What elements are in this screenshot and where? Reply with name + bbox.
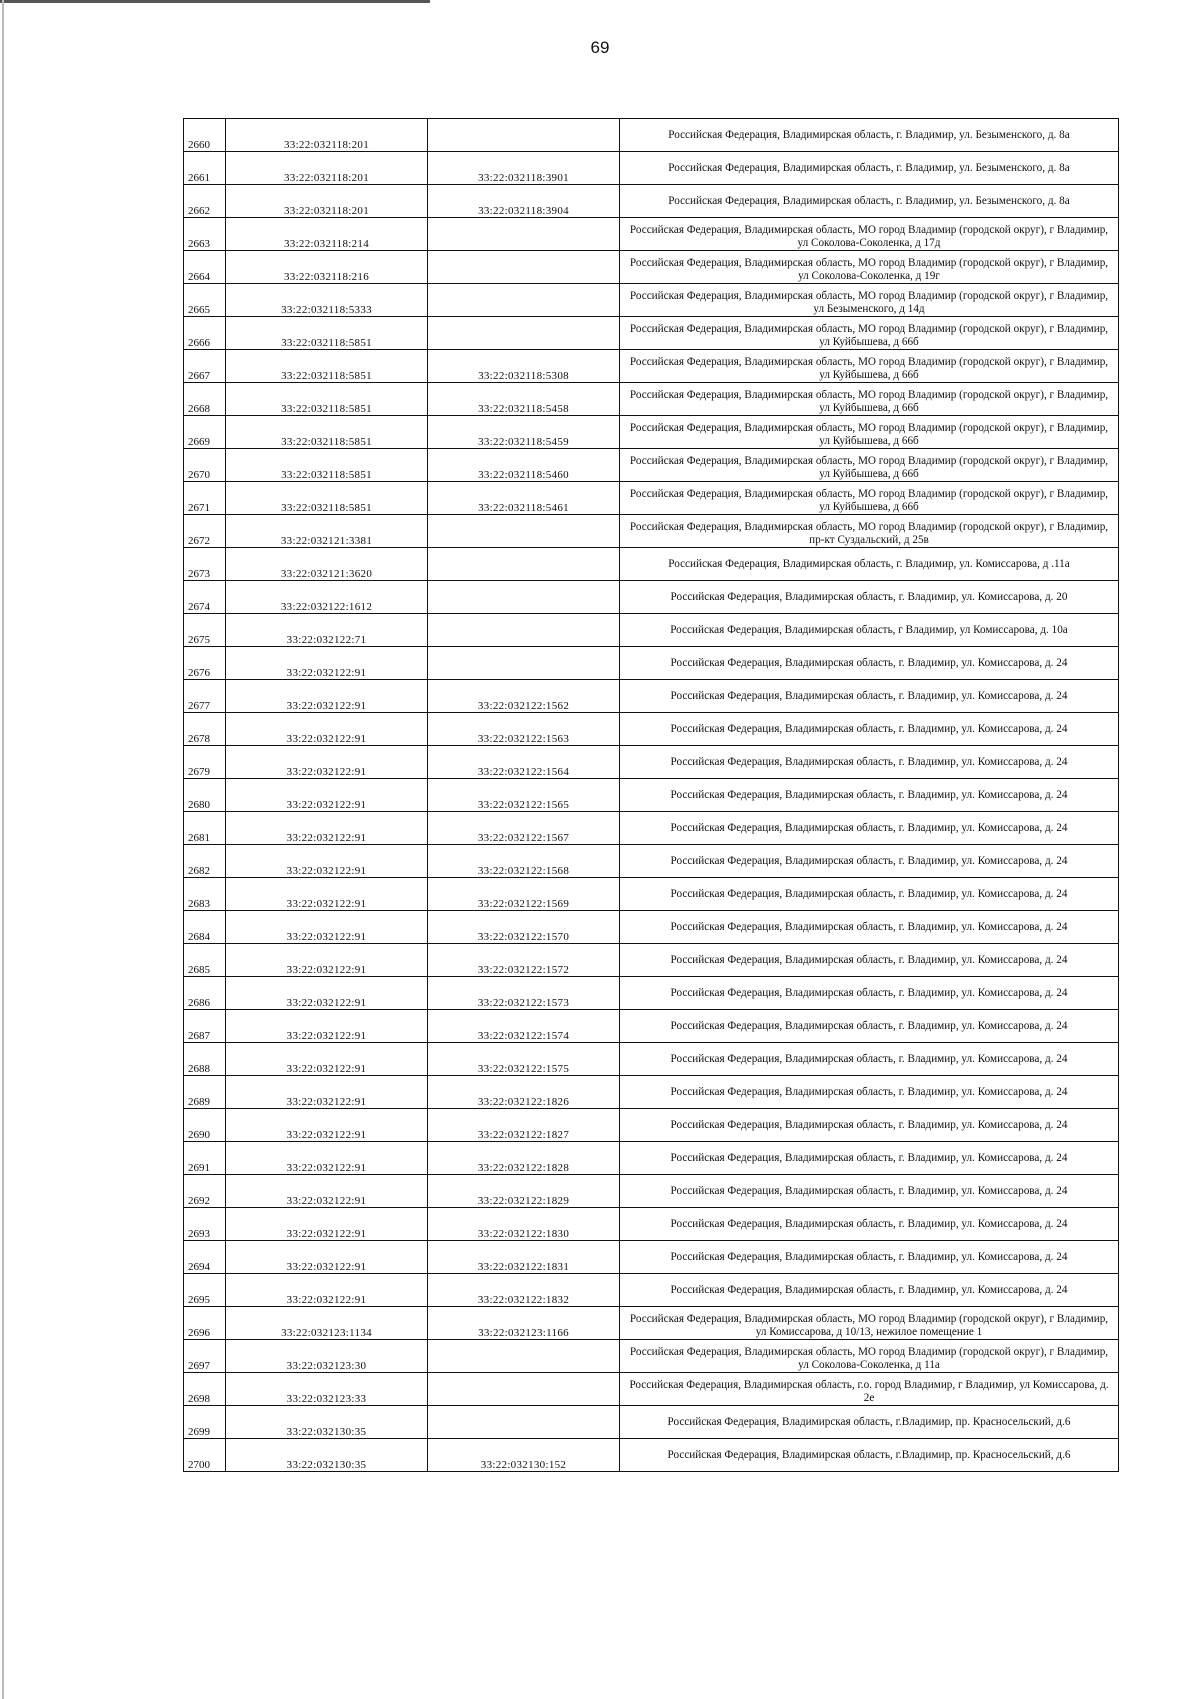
cadastral-number-cell: 33:22:032118:216 xyxy=(226,251,428,284)
cadastral-number-cell: 33:22:032123:30 xyxy=(226,1340,428,1373)
address-cell: Российская Федерация, Владимирская область, МО город Владимир (городской округ), г Владимир, ул Соколова-Соколенка, д 17д xyxy=(620,218,1119,251)
cadastral-number-cell: 33:22:032118:5333 xyxy=(226,284,428,317)
sub-cadastral-number-cell xyxy=(428,119,620,152)
cadastral-number-cell: 33:22:032118:201 xyxy=(226,185,428,218)
address-cell: Российская Федерация, Владимирская область, г Владимир, ул Комиссарова, д. 10а xyxy=(620,614,1119,647)
sub-cadastral-number-cell: 33:22:032122:1565 xyxy=(428,779,620,812)
row-number-cell: 2691 xyxy=(184,1142,226,1175)
row-number-cell: 2680 xyxy=(184,779,226,812)
address-cell: Российская Федерация, Владимирская область, г. Владимир, ул. Комиссарова, д. 24 xyxy=(620,845,1119,878)
row-number-cell: 2675 xyxy=(184,614,226,647)
sub-cadastral-number-cell xyxy=(428,218,620,251)
address-cell: Российская Федерация, Владимирская область, МО город Владимир (городской округ), г Владимир, ул Куйбышева, д 66б xyxy=(620,449,1119,482)
sub-cadastral-number-cell: 33:22:032122:1575 xyxy=(428,1043,620,1076)
table-row xyxy=(184,581,1119,614)
cadastral-number-cell: 33:22:032122:91 xyxy=(226,1175,428,1208)
table-row xyxy=(184,1307,1119,1340)
cadastral-number-cell: 33:22:032130:35 xyxy=(226,1406,428,1439)
sub-cadastral-number-cell xyxy=(428,251,620,284)
sub-cadastral-number-cell: 33:22:032122:1830 xyxy=(428,1208,620,1241)
cadastral-number-cell: 33:22:032122:91 xyxy=(226,911,428,944)
sub-cadastral-number-cell xyxy=(428,1406,620,1439)
table-row xyxy=(184,1010,1119,1043)
table-row xyxy=(184,1274,1119,1307)
page-number: 69 xyxy=(590,38,610,57)
row-number-cell: 2682 xyxy=(184,845,226,878)
table-row xyxy=(184,317,1119,350)
address-cell: Российская Федерация, Владимирская область, г. Владимир, ул. Комиссарова, д. 24 xyxy=(620,911,1119,944)
row-number-cell: 2670 xyxy=(184,449,226,482)
row-number-cell: 2699 xyxy=(184,1406,226,1439)
sub-cadastral-number-cell: 33:22:032118:3901 xyxy=(428,152,620,185)
sub-cadastral-number-cell: 33:22:032122:1563 xyxy=(428,713,620,746)
row-number-cell: 2681 xyxy=(184,812,226,845)
sub-cadastral-number-cell: 33:22:032122:1832 xyxy=(428,1274,620,1307)
row-number-cell: 2698 xyxy=(184,1373,226,1406)
cadastral-number-cell: 33:22:032122:91 xyxy=(226,1274,428,1307)
table-row xyxy=(184,1340,1119,1373)
row-number-cell: 2685 xyxy=(184,944,226,977)
row-number-cell: 2692 xyxy=(184,1175,226,1208)
cadastral-number-cell: 33:22:032118:5851 xyxy=(226,449,428,482)
table-row xyxy=(184,548,1119,581)
table-row xyxy=(184,746,1119,779)
sub-cadastral-number-cell: 33:22:032122:1826 xyxy=(428,1076,620,1109)
table-row xyxy=(184,1373,1119,1406)
cadastral-number-cell: 33:22:032118:201 xyxy=(226,119,428,152)
table-row xyxy=(184,1043,1119,1076)
table-row xyxy=(184,845,1119,878)
cadastral-number-cell: 33:22:032118:5851 xyxy=(226,383,428,416)
cadastral-number-cell: 33:22:032122:91 xyxy=(226,944,428,977)
registry-rows xyxy=(184,119,1119,1472)
row-number-cell: 2671 xyxy=(184,482,226,515)
table-row xyxy=(184,284,1119,317)
registry-table xyxy=(183,118,1119,1472)
sub-cadastral-number-cell: 33:22:032122:1828 xyxy=(428,1142,620,1175)
row-number-cell: 2667 xyxy=(184,350,226,383)
cadastral-number-cell: 33:22:032122:91 xyxy=(226,878,428,911)
sub-cadastral-number-cell xyxy=(428,581,620,614)
address-cell: Российская Федерация, Владимирская область, г.Владимир, пр. Красносельский, д.6 xyxy=(620,1439,1119,1472)
cadastral-number-cell: 33:22:032122:91 xyxy=(226,1010,428,1043)
sub-cadastral-number-cell: 33:22:032122:1570 xyxy=(428,911,620,944)
sub-cadastral-number-cell: 33:22:032122:1574 xyxy=(428,1010,620,1043)
table-row xyxy=(184,1109,1119,1142)
cadastral-number-cell: 33:22:032123:1134 xyxy=(226,1307,428,1340)
sub-cadastral-number-cell xyxy=(428,1340,620,1373)
address-cell: Российская Федерация, Владимирская область, г. Владимир, ул. Комиссарова, д. 24 xyxy=(620,1043,1119,1076)
row-number-cell: 2688 xyxy=(184,1043,226,1076)
table-row xyxy=(184,779,1119,812)
cadastral-number-cell: 33:22:032122:71 xyxy=(226,614,428,647)
table-row xyxy=(184,1241,1119,1274)
sub-cadastral-number-cell xyxy=(428,548,620,581)
table-row xyxy=(184,218,1119,251)
table-row xyxy=(184,812,1119,845)
sub-cadastral-number-cell xyxy=(428,317,620,350)
row-number-cell: 2689 xyxy=(184,1076,226,1109)
cadastral-number-cell: 33:22:032118:5851 xyxy=(226,317,428,350)
row-number-cell: 2666 xyxy=(184,317,226,350)
table-row xyxy=(184,1076,1119,1109)
cadastral-number-cell: 33:22:032122:91 xyxy=(226,680,428,713)
table-row xyxy=(184,1142,1119,1175)
cadastral-number-cell: 33:22:032130:35 xyxy=(226,1439,428,1472)
row-number-cell: 2695 xyxy=(184,1274,226,1307)
cadastral-number-cell: 33:22:032118:5851 xyxy=(226,482,428,515)
address-cell: Российская Федерация, Владимирская область, г. Владимир, ул. Комиссарова, д. 24 xyxy=(620,1010,1119,1043)
cadastral-number-cell: 33:22:032123:33 xyxy=(226,1373,428,1406)
cadastral-number-cell: 33:22:032122:91 xyxy=(226,845,428,878)
sub-cadastral-number-cell: 33:22:032122:1568 xyxy=(428,845,620,878)
sub-cadastral-number-cell xyxy=(428,614,620,647)
sub-cadastral-number-cell xyxy=(428,515,620,548)
row-number-cell: 2672 xyxy=(184,515,226,548)
sub-cadastral-number-cell: 33:22:032122:1567 xyxy=(428,812,620,845)
sub-cadastral-number-cell: 33:22:032118:5461 xyxy=(428,482,620,515)
address-cell: Российская Федерация, Владимирская область, г. Владимир, ул. Безыменского, д. 8а xyxy=(620,185,1119,218)
address-cell: Российская Федерация, Владимирская область, г. Владимир, ул. Комиссарова, д .11а xyxy=(620,548,1119,581)
address-cell: Российская Федерация, Владимирская область, г. Владимир, ул. Комиссарова, д. 20 xyxy=(620,581,1119,614)
cadastral-number-cell: 33:22:032122:91 xyxy=(226,1076,428,1109)
sub-cadastral-number-cell: 33:22:032122:1573 xyxy=(428,977,620,1010)
row-number-cell: 2697 xyxy=(184,1340,226,1373)
sub-cadastral-number-cell: 33:22:032118:5308 xyxy=(428,350,620,383)
address-cell: Российская Федерация, Владимирская область, МО город Владимир (городской округ), г Владимир, ул Комиссарова, д 10/13, нежилое помещение 1 xyxy=(620,1307,1119,1340)
sub-cadastral-number-cell xyxy=(428,1373,620,1406)
address-cell: Российская Федерация, Владимирская область, г. Владимир, ул. Комиссарова, д. 24 xyxy=(620,1241,1119,1274)
cadastral-number-cell: 33:22:032122:91 xyxy=(226,977,428,1010)
sub-cadastral-number-cell: 33:22:032122:1562 xyxy=(428,680,620,713)
sub-cadastral-number-cell xyxy=(428,284,620,317)
cadastral-number-cell: 33:22:032122:1612 xyxy=(226,581,428,614)
address-cell: Российская Федерация, Владимирская область, г. Владимир, ул. Комиссарова, д. 24 xyxy=(620,1142,1119,1175)
table-row xyxy=(184,1175,1119,1208)
sub-cadastral-number-cell: 33:22:032122:1829 xyxy=(428,1175,620,1208)
row-number-cell: 2664 xyxy=(184,251,226,284)
cadastral-number-cell: 33:22:032118:5851 xyxy=(226,416,428,449)
cadastral-number-cell: 33:22:032118:201 xyxy=(226,152,428,185)
row-number-cell: 2686 xyxy=(184,977,226,1010)
table-row xyxy=(184,977,1119,1010)
table-row xyxy=(184,251,1119,284)
row-number-cell: 2693 xyxy=(184,1208,226,1241)
address-cell: Российская Федерация, Владимирская область, г. Владимир, ул. Комиссарова, д. 24 xyxy=(620,713,1119,746)
row-number-cell: 2677 xyxy=(184,680,226,713)
cadastral-number-cell: 33:22:032118:5851 xyxy=(226,350,428,383)
cadastral-number-cell: 33:22:032122:91 xyxy=(226,1043,428,1076)
table-row xyxy=(184,350,1119,383)
row-number-cell: 2668 xyxy=(184,383,226,416)
cadastral-number-cell: 33:22:032118:214 xyxy=(226,218,428,251)
table-row xyxy=(184,878,1119,911)
address-cell: Российская Федерация, Владимирская область, г. Владимир, ул. Комиссарова, д. 24 xyxy=(620,1109,1119,1142)
sub-cadastral-number-cell: 33:22:032122:1569 xyxy=(428,878,620,911)
address-cell: Российская Федерация, Владимирская область, г.о. город Владимир, г Владимир, ул Комиссарова, д. 2е xyxy=(620,1373,1119,1406)
table-row xyxy=(184,416,1119,449)
cadastral-number-cell: 33:22:032121:3620 xyxy=(226,548,428,581)
table-row xyxy=(184,449,1119,482)
sub-cadastral-number-cell xyxy=(428,647,620,680)
address-cell: Российская Федерация, Владимирская область, г. Владимир, ул. Комиссарова, д. 24 xyxy=(620,944,1119,977)
sub-cadastral-number-cell: 33:22:032122:1564 xyxy=(428,746,620,779)
row-number-cell: 2700 xyxy=(184,1439,226,1472)
table-row xyxy=(184,152,1119,185)
cadastral-number-cell: 33:22:032122:91 xyxy=(226,746,428,779)
address-cell: Российская Федерация, Владимирская область, МО город Владимир (городской округ), г Владимир, ул Куйбышева, д 66б xyxy=(620,482,1119,515)
table-row xyxy=(184,383,1119,416)
row-number-cell: 2674 xyxy=(184,581,226,614)
table-row xyxy=(184,911,1119,944)
address-cell: Российская Федерация, Владимирская область, г. Владимир, ул. Комиссарова, д. 24 xyxy=(620,647,1119,680)
cadastral-number-cell: 33:22:032122:91 xyxy=(226,647,428,680)
address-cell: Российская Федерация, Владимирская область, г. Владимир, ул. Комиссарова, д. 24 xyxy=(620,812,1119,845)
table-row xyxy=(184,614,1119,647)
address-cell: Российская Федерация, Владимирская область, г. Владимир, ул. Безыменского, д. 8а xyxy=(620,152,1119,185)
cadastral-number-cell: 33:22:032122:91 xyxy=(226,779,428,812)
sub-cadastral-number-cell: 33:22:032123:1166 xyxy=(428,1307,620,1340)
address-cell: Российская Федерация, Владимирская область, г. Владимир, ул. Безыменского, д. 8а xyxy=(620,119,1119,152)
row-number-cell: 2669 xyxy=(184,416,226,449)
address-cell: Российская Федерация, Владимирская область, г.Владимир, пр. Красносельский, д.6 xyxy=(620,1406,1119,1439)
row-number-cell: 2676 xyxy=(184,647,226,680)
row-number-cell: 2690 xyxy=(184,1109,226,1142)
table-row xyxy=(184,1406,1119,1439)
row-number-cell: 2662 xyxy=(184,185,226,218)
table-row xyxy=(184,185,1119,218)
row-number-cell: 2679 xyxy=(184,746,226,779)
row-number-cell: 2684 xyxy=(184,911,226,944)
scan-edge xyxy=(2,0,4,1699)
address-cell: Российская Федерация, Владимирская область, МО город Владимир (городской округ), г Владимир, ул Соколова-Соколенка, д 11а xyxy=(620,1340,1119,1373)
row-number-cell: 2678 xyxy=(184,713,226,746)
row-number-cell: 2663 xyxy=(184,218,226,251)
cadastral-number-cell: 33:22:032122:91 xyxy=(226,812,428,845)
cadastral-number-cell: 33:22:032122:91 xyxy=(226,1241,428,1274)
cadastral-number-cell: 33:22:032122:91 xyxy=(226,713,428,746)
address-cell: Российская Федерация, Владимирская область, г. Владимир, ул. Комиссарова, д. 24 xyxy=(620,1208,1119,1241)
row-number-cell: 2661 xyxy=(184,152,226,185)
table-row xyxy=(184,944,1119,977)
address-cell: Российская Федерация, Владимирская область, МО город Владимир (городской округ), г Владимир, ул Куйбышева, д 66б xyxy=(620,416,1119,449)
row-number-cell: 2660 xyxy=(184,119,226,152)
row-number-cell: 2696 xyxy=(184,1307,226,1340)
address-cell: Российская Федерация, Владимирская область, МО город Владимир (городской округ), г Владимир, ул Куйбышева, д 66б xyxy=(620,350,1119,383)
cadastral-number-cell: 33:22:032122:91 xyxy=(226,1109,428,1142)
row-number-cell: 2683 xyxy=(184,878,226,911)
row-number-cell: 2687 xyxy=(184,1010,226,1043)
table-row xyxy=(184,713,1119,746)
address-cell: Российская Федерация, Владимирская область, МО город Владимир (городской округ), г Владимир, ул Куйбышева, д 66б xyxy=(620,317,1119,350)
sub-cadastral-number-cell: 33:22:032118:5459 xyxy=(428,416,620,449)
address-cell: Российская Федерация, Владимирская область, г. Владимир, ул. Комиссарова, д. 24 xyxy=(620,779,1119,812)
address-cell: Российская Федерация, Владимирская область, г. Владимир, ул. Комиссарова, д. 24 xyxy=(620,878,1119,911)
table-row xyxy=(184,119,1119,152)
row-number-cell: 2694 xyxy=(184,1241,226,1274)
sub-cadastral-number-cell: 33:22:032118:5458 xyxy=(428,383,620,416)
address-cell: Российская Федерация, Владимирская область, г. Владимир, ул. Комиссарова, д. 24 xyxy=(620,1175,1119,1208)
scan-artifact-line xyxy=(0,0,430,3)
sub-cadastral-number-cell: 33:22:032122:1827 xyxy=(428,1109,620,1142)
sub-cadastral-number-cell: 33:22:032130:152 xyxy=(428,1439,620,1472)
cadastral-number-cell: 33:22:032121:3381 xyxy=(226,515,428,548)
sub-cadastral-number-cell: 33:22:032118:5460 xyxy=(428,449,620,482)
address-cell: Российская Федерация, Владимирская область, МО город Владимир (городской округ), г Владимир, ул Соколова-Соколенка, д 19г xyxy=(620,251,1119,284)
address-cell: Российская Федерация, Владимирская область, МО город Владимир (городской округ), г Владимир, ул Куйбышева, д 66б xyxy=(620,383,1119,416)
address-cell: Российская Федерация, Владимирская область, г. Владимир, ул. Комиссарова, д. 24 xyxy=(620,680,1119,713)
row-number-cell: 2665 xyxy=(184,284,226,317)
sub-cadastral-number-cell: 33:22:032122:1831 xyxy=(428,1241,620,1274)
address-cell: Российская Федерация, Владимирская область, г. Владимир, ул. Комиссарова, д. 24 xyxy=(620,746,1119,779)
cadastral-number-cell: 33:22:032122:91 xyxy=(226,1142,428,1175)
sub-cadastral-number-cell: 33:22:032122:1572 xyxy=(428,944,620,977)
address-cell: Российская Федерация, Владимирская область, г. Владимир, ул. Комиссарова, д. 24 xyxy=(620,1076,1119,1109)
table-row xyxy=(184,1208,1119,1241)
table-row xyxy=(184,680,1119,713)
table-row xyxy=(184,1439,1119,1472)
table-row xyxy=(184,647,1119,680)
address-cell: Российская Федерация, Владимирская область, г. Владимир, ул. Комиссарова, д. 24 xyxy=(620,1274,1119,1307)
address-cell: Российская Федерация, Владимирская область, МО город Владимир (городской округ), г Владимир, ул Безыменского, д 14д xyxy=(620,284,1119,317)
address-cell: Российская Федерация, Владимирская область, МО город Владимир (городской округ), г Владимир, пр-кт Суздальский, д 25в xyxy=(620,515,1119,548)
table-row xyxy=(184,482,1119,515)
address-cell: Российская Федерация, Владимирская область, г. Владимир, ул. Комиссарова, д. 24 xyxy=(620,977,1119,1010)
sub-cadastral-number-cell: 33:22:032118:3904 xyxy=(428,185,620,218)
row-number-cell: 2673 xyxy=(184,548,226,581)
table-row xyxy=(184,515,1119,548)
cadastral-number-cell: 33:22:032122:91 xyxy=(226,1208,428,1241)
